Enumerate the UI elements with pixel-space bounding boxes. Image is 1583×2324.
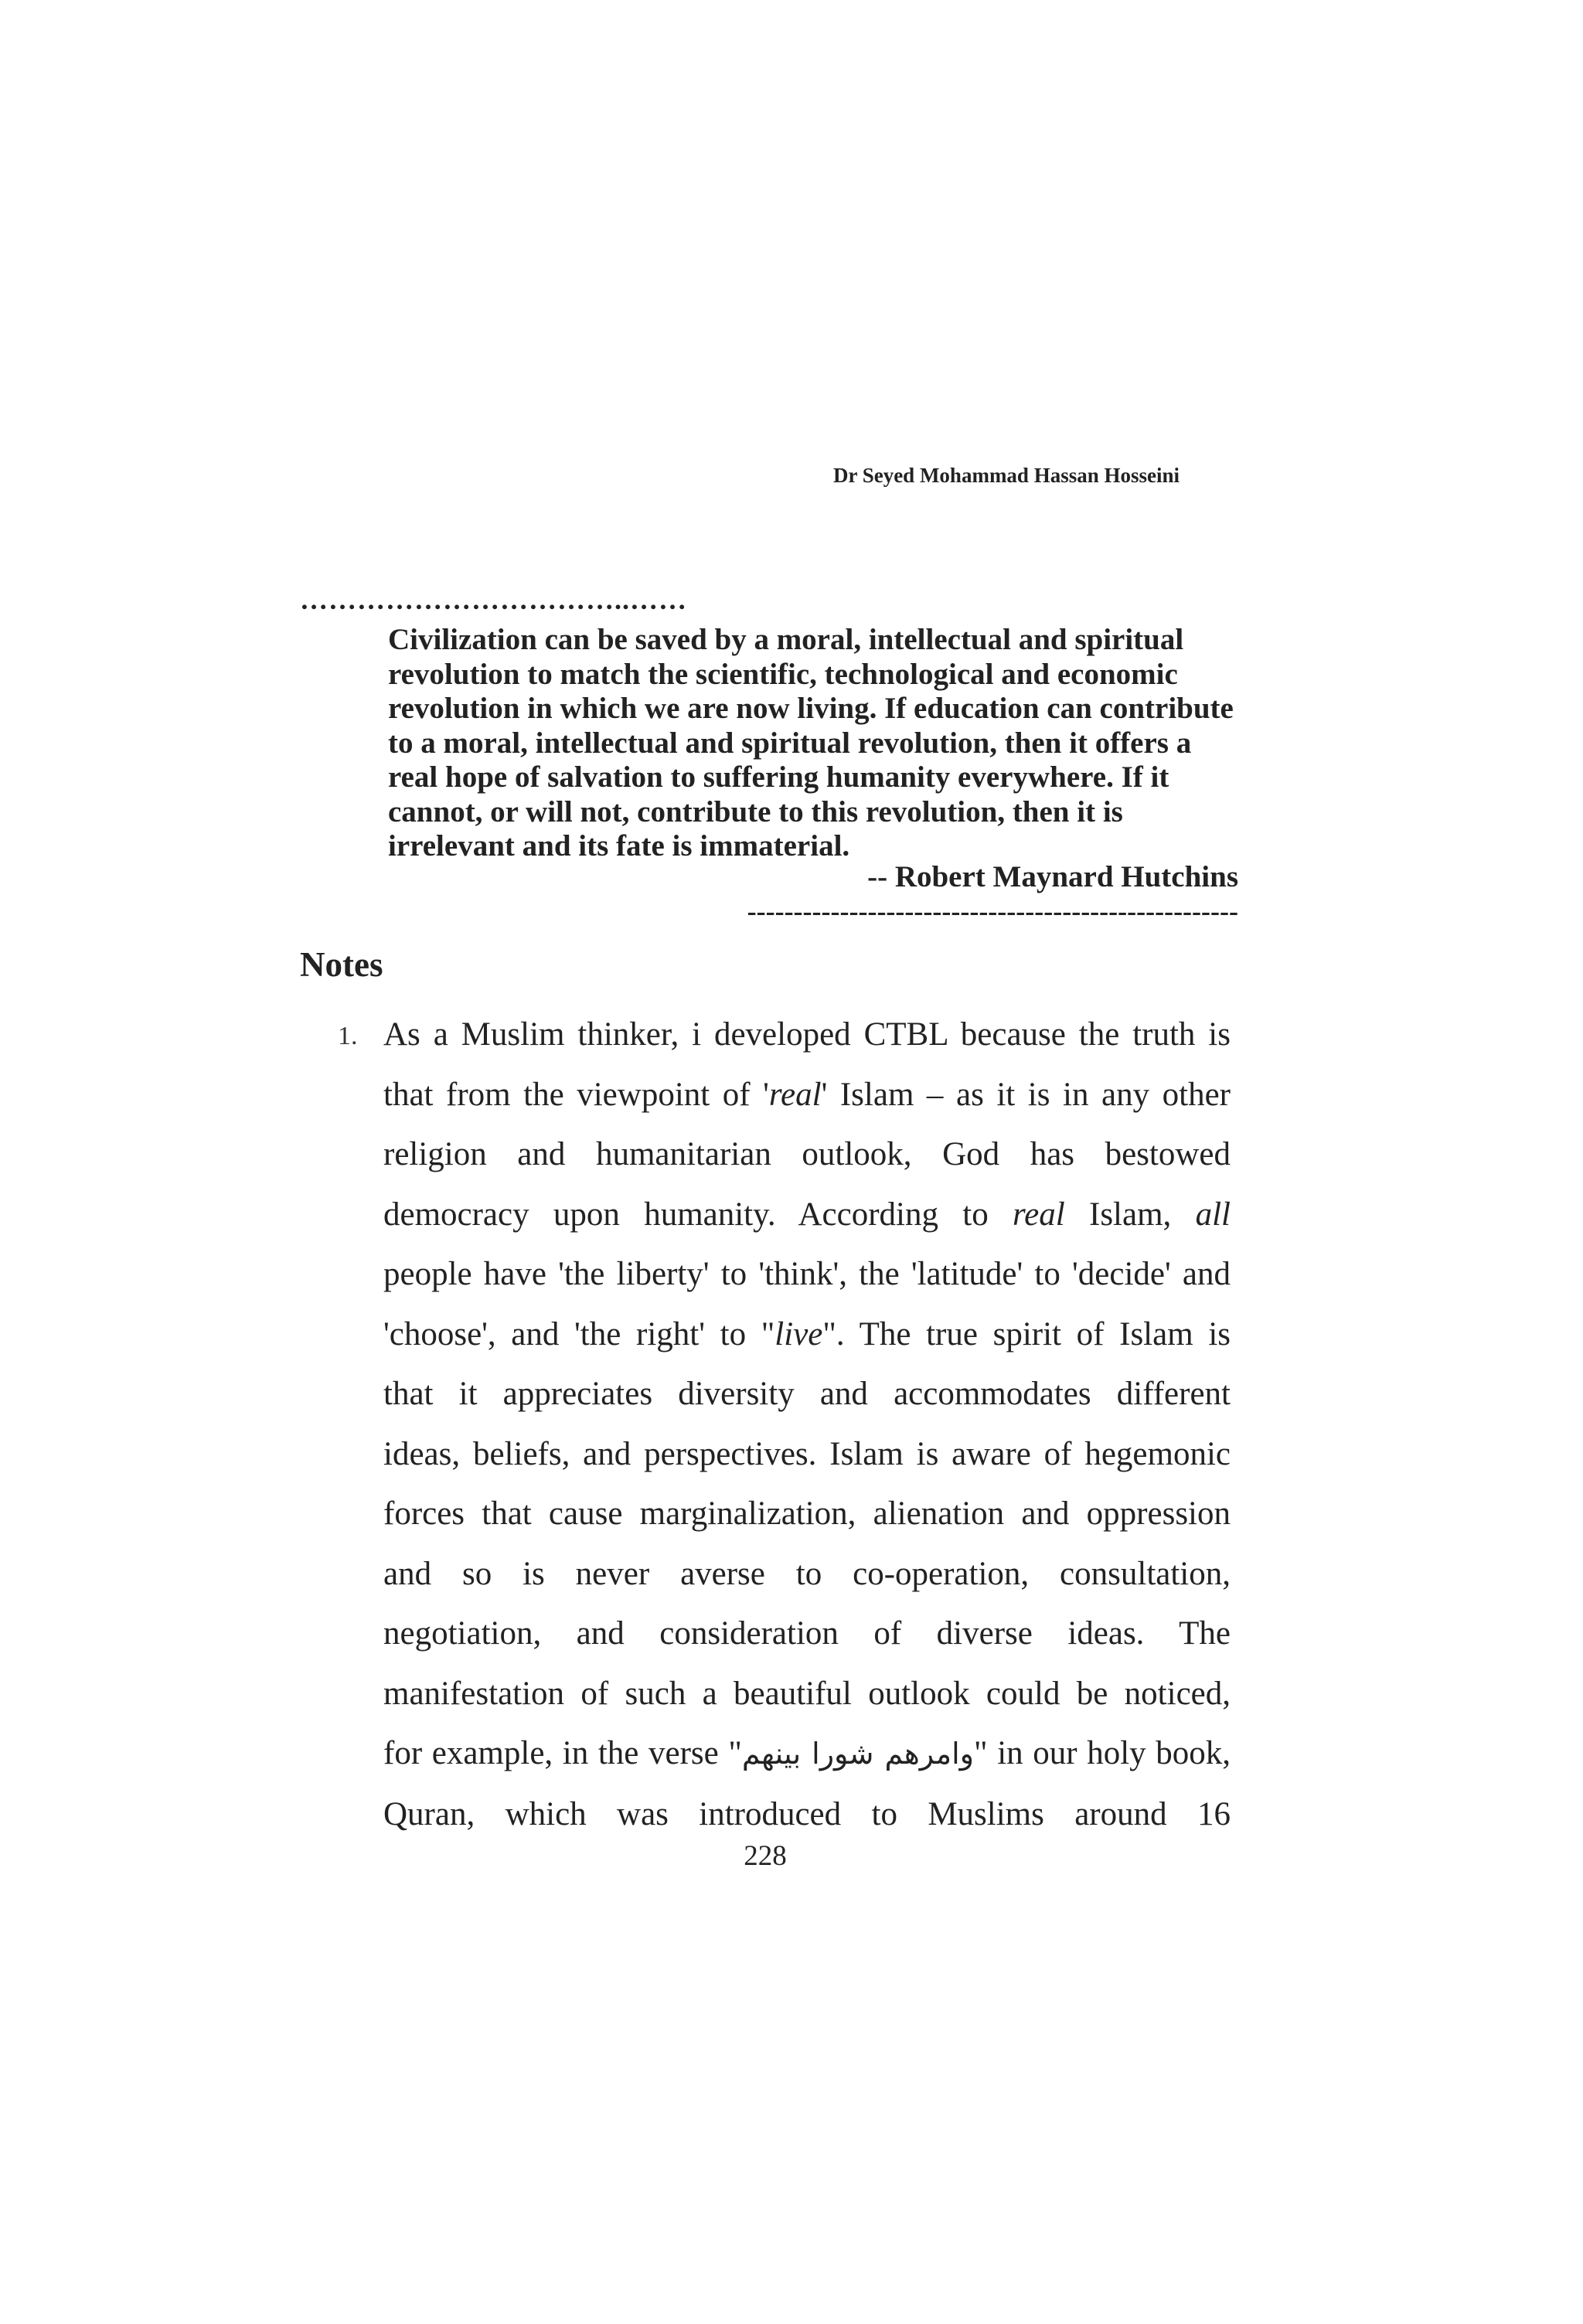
quote-top-rule: ……………………………..…… [300,584,687,615]
note-line: 'choose', and 'the right' to "live". The true spirit of Islam is [383,1315,1231,1353]
note-line: negotiation, and consideration of diverse ideas. The [383,1615,1231,1652]
notes-heading: Notes [300,945,383,984]
quote-line: cannot, or will not, contribute to this revolution, then it is [388,795,1123,829]
quote-line: revolution to match the scientific, technological and economic [388,657,1178,691]
quote-line: revolution in which we are now living. If education can contribute [388,692,1234,725]
note-line: and so is never averse to co-operation, consultation, [383,1555,1231,1592]
note-line: manifestation of such a beautiful outlook could be noticed, [383,1675,1231,1712]
quote-line: real hope of salvation to suffering humanity everywhere. If it [388,760,1169,794]
quote-attribution: -- Robert Maynard Hutchins [867,860,1238,893]
note-line: that from the viewpoint of 'real' Islam – as it is in any other [383,1076,1231,1113]
running-header-author: Dr Seyed Mohammad Hassan Hosseini [832,464,1180,487]
note-1-body [383,1005,1231,1844]
note-number: 1. [338,1022,358,1050]
note-line: ideas, beliefs, and perspectives. Islam is aware of hegemonic [383,1435,1231,1472]
quote-line: to a moral, intellectual and spiritual revolution, then it offers a [388,726,1192,760]
note-line: religion and humanitarian outlook, God has bestowed [383,1136,1231,1172]
quote-line: irrelevant and its fate is immaterial. [388,829,850,863]
quote-bottom-rule: ----------------------------------------------------- [747,896,1238,927]
note-line: people have 'the liberty' to 'think', the 'latitude' to 'decide' and [383,1256,1231,1292]
note-line: As a Muslim thinker, i developed CTBL because the truth is [383,1016,1231,1053]
quote-line: Civilization can be saved by a moral, intellectual and spiritual [388,623,1184,656]
page-number: 228 [744,1840,787,1872]
epigraph-quote [388,623,1252,864]
note-line: Quran, which was introduced to Muslims around 16 [383,1795,1231,1832]
note-line: for example, in the verse "وامرهم شورا بينهم" in our holy book, [383,1735,1231,1771]
note-line: that it appreciates diversity and accommodates different [383,1376,1231,1412]
note-line: forces that cause marginalization, alienation and oppression [383,1495,1231,1532]
note-line: democracy upon humanity. According to real Islam, all [383,1196,1231,1233]
arabic-verse: وامرهم شورا بينهم [741,1737,975,1771]
